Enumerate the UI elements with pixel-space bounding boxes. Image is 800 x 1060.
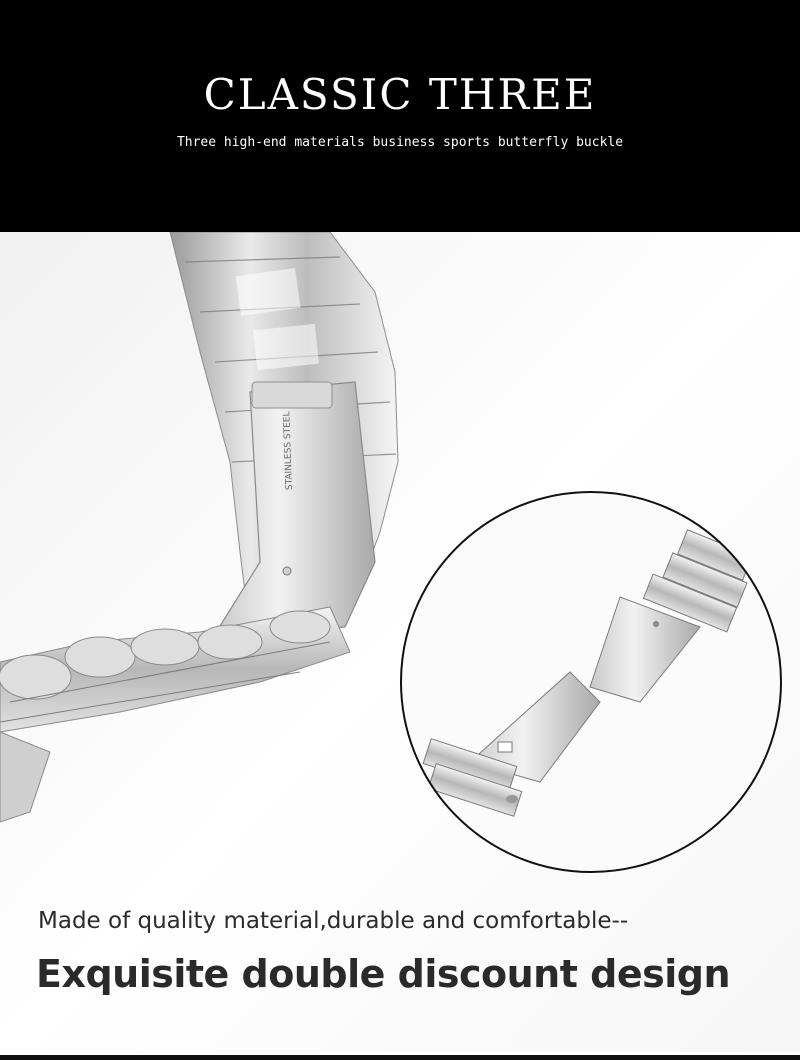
engraving-text: STAINLESS STEEL bbox=[282, 411, 295, 491]
page-subtitle: Three high-end materials business sports butterfly buckle bbox=[176, 135, 624, 150]
product-headline: Exquisite double discount design bbox=[36, 952, 730, 996]
bottom-edge bbox=[0, 1055, 800, 1060]
page-title: CLASSIC THREE bbox=[203, 70, 597, 119]
product-caption: Made of quality material,durable and comfortable-- bbox=[38, 908, 629, 934]
header-banner bbox=[0, 0, 800, 232]
